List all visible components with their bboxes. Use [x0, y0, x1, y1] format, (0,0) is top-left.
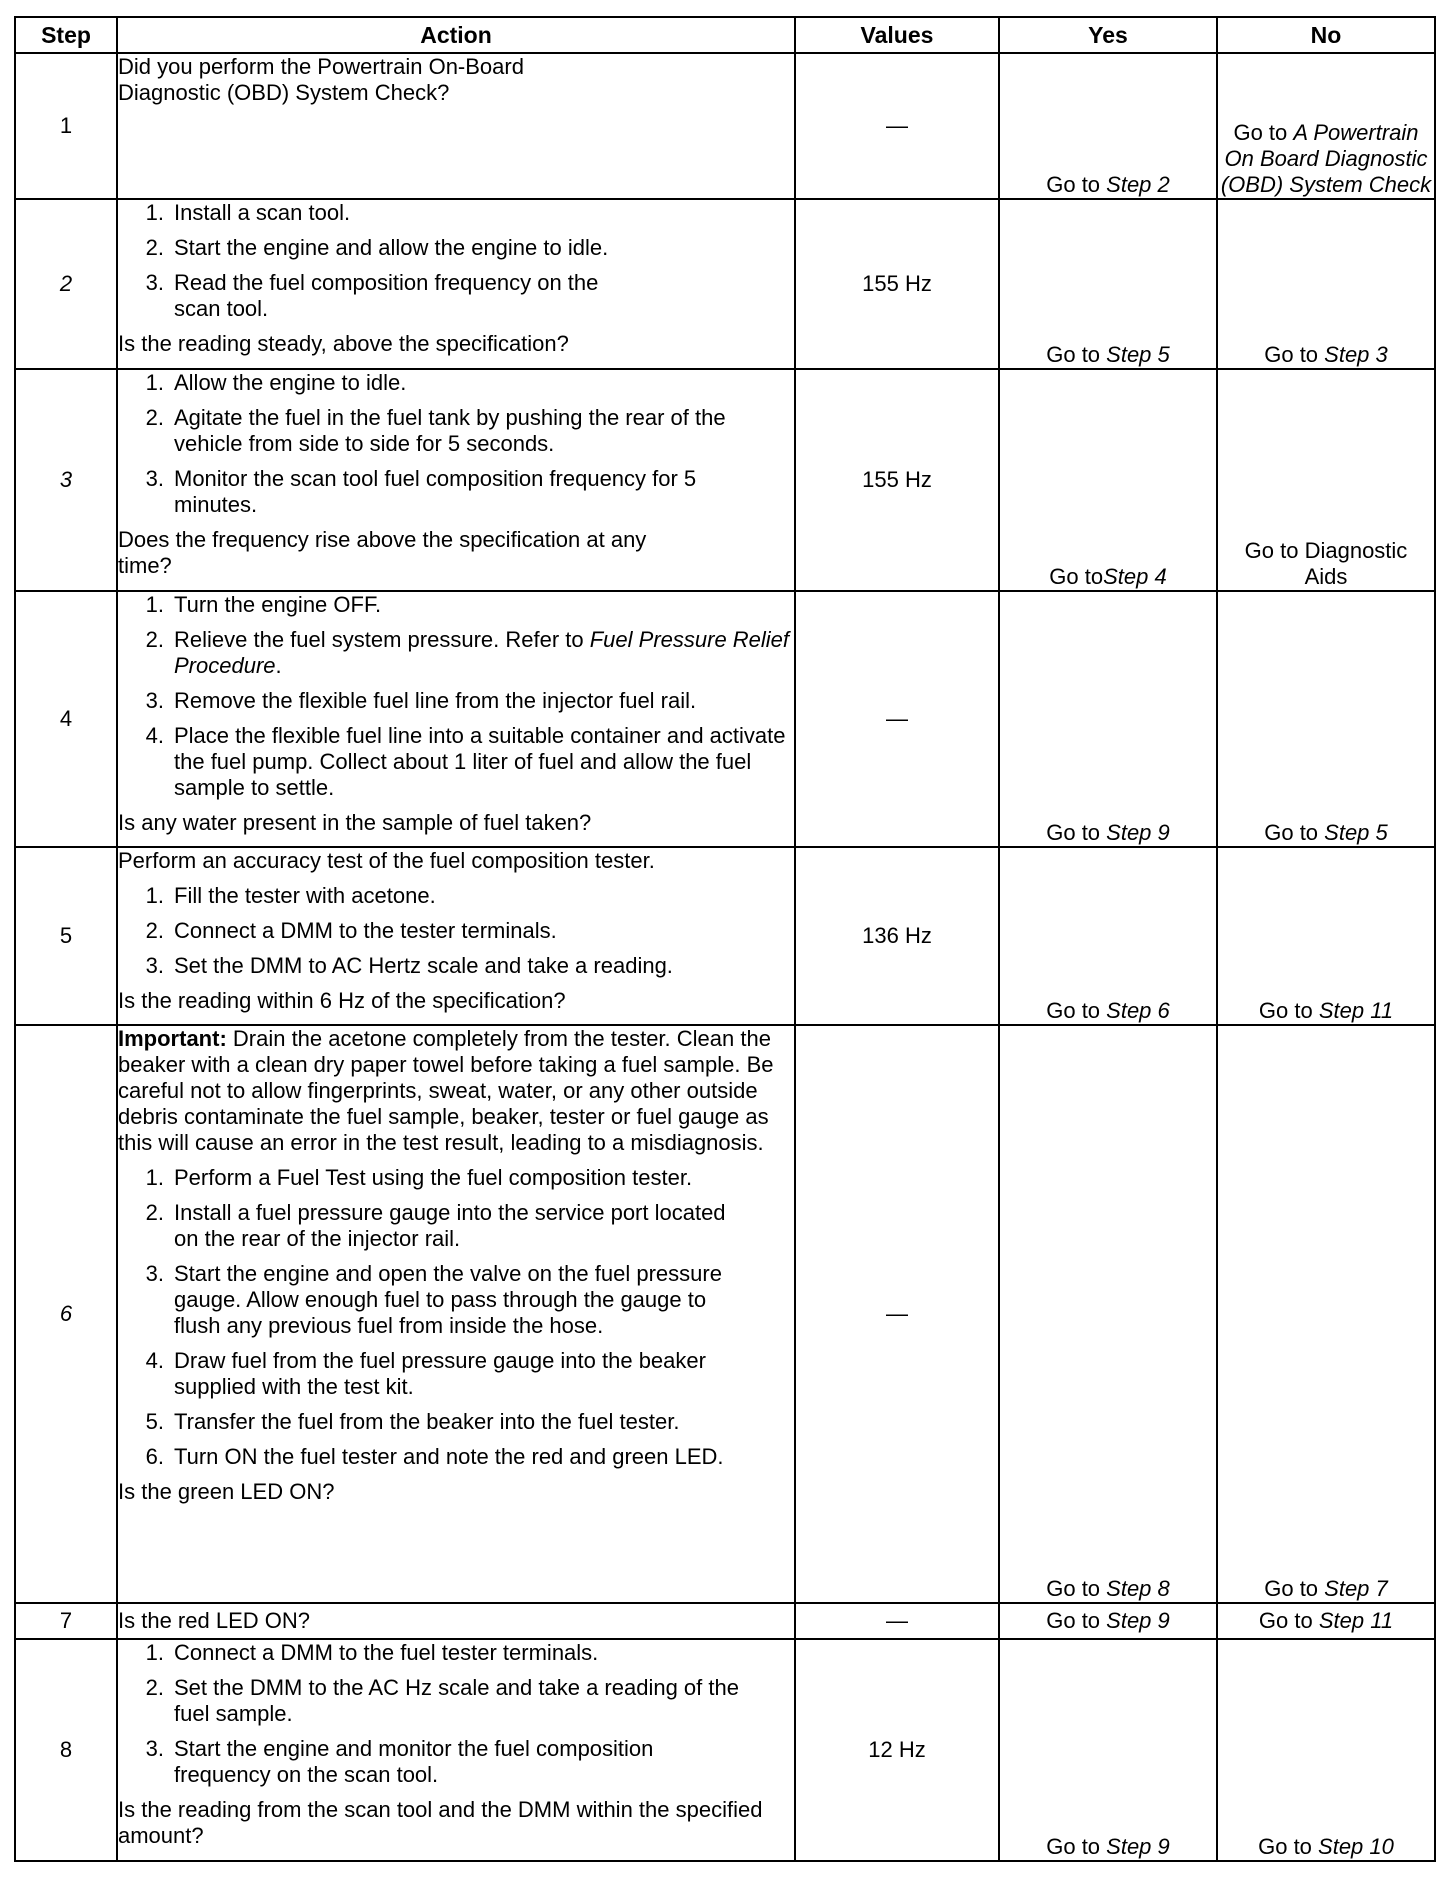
table-row-step-5 [15, 847, 1435, 1025]
yes-prefix: Go to [1046, 820, 1107, 845]
list-item: 1. Fill the tester with acetone. [145, 883, 436, 908]
important-note [118, 1026, 794, 1156]
yes-prefix: Go to [1046, 1834, 1107, 1859]
no-prefix: Go to [1258, 998, 1319, 1023]
no-step-ref: Step 11 [1318, 998, 1394, 1023]
punctuation: . [275, 653, 282, 678]
no-cell [1217, 1603, 1435, 1639]
action-question: Is the reading from the scan tool and the DMM within the specified amount? [118, 1797, 763, 1848]
list-item: 1. Install a scan tool. [145, 200, 351, 225]
value-cell: — [795, 1603, 999, 1639]
list-item: 2. Agitate the fuel in the fuel tank by pushing the rear of the vehicle from side to side for 5 seconds. [145, 405, 726, 456]
yes-prefix: Go to [1046, 1608, 1107, 1633]
action-question: Does the frequency rise above the specification at any time? [118, 527, 647, 578]
yes-step-ref: Step 2 [1106, 172, 1170, 197]
yes-cell [999, 591, 1217, 847]
refer-text: Relieve the fuel system pressure. Refer to [174, 627, 590, 652]
yes-prefix: Go to [1046, 1576, 1107, 1601]
list-item: 2. Set the DMM to the AC Hz scale and take a reading of the fuel sample. [145, 1675, 739, 1726]
no-prefix: Go to [1258, 1834, 1319, 1859]
list-item: 6. Turn ON the fuel tester and note the red and green LED. [145, 1444, 724, 1469]
list-item: 3. Read the fuel composition frequency on the scan tool. [145, 270, 599, 321]
yes-step-ref: Step 9 [1106, 1834, 1170, 1859]
table-row-step-6 [15, 1025, 1435, 1603]
action-cell [117, 1639, 795, 1861]
step-number: 3 [15, 369, 117, 591]
header-values: Values [795, 17, 999, 53]
no-cell [1217, 199, 1435, 369]
yes-cell [999, 847, 1217, 1025]
value-cell: 155 Hz [795, 369, 999, 591]
no-text: Go to Diagnostic Aids [1244, 538, 1408, 589]
action-cell [117, 1025, 795, 1603]
no-cell [1217, 369, 1435, 591]
list-item: 1. Connect a DMM to the fuel tester terminals. [145, 1640, 599, 1665]
no-prefix: Go to [1264, 1576, 1325, 1601]
action-cell [117, 53, 795, 199]
action-steps [118, 592, 794, 801]
action-question: Did you perform the Powertrain On-Board Diagnostic (OBD) System Check? [118, 54, 524, 105]
step-number: 2 [15, 199, 117, 369]
list-item: 3. Start the engine and monitor the fuel composition frequency on the scan tool. [145, 1736, 654, 1787]
no-prefix: Go to [1264, 342, 1325, 367]
no-cell [1217, 847, 1435, 1025]
no-step-ref: Step 7 [1324, 1576, 1388, 1601]
value-cell: — [795, 591, 999, 847]
action-cell [117, 199, 795, 369]
table-row-step-7 [15, 1603, 1435, 1639]
list-item: 2. Relieve the fuel system pressure. Refer to Fuel Pressure Relief Procedure. [145, 627, 790, 678]
header-row [15, 17, 1435, 53]
action-steps [118, 200, 794, 322]
action-question: Is any water present in the sample of fuel taken? [118, 810, 592, 835]
yes-cell [999, 1639, 1217, 1861]
list-item: 2. Connect a DMM to the tester terminals. [145, 918, 557, 943]
action-question: Is the reading steady, above the specification? [118, 331, 569, 356]
action-intro: Perform an accuracy test of the fuel composition tester. [118, 848, 655, 873]
yes-step-ref: Step 8 [1106, 1576, 1170, 1601]
yes-prefix: Go to [1046, 172, 1107, 197]
table-row-step-8 [15, 1639, 1435, 1861]
yes-step-ref: Step 6 [1106, 998, 1170, 1023]
header-action: Action [117, 17, 795, 53]
list-item: 1. Perform a Fuel Test using the fuel composition tester. [145, 1165, 693, 1190]
list-item: 3. Start the engine and open the valve on the fuel pressure gauge. Allow enough fuel to pass through the gauge to flush any previous fuel from inside the hose. [145, 1261, 722, 1338]
list-item: 3. Remove the flexible fuel line from the injector fuel rail. [145, 688, 697, 713]
yes-cell [999, 53, 1217, 199]
table-row-step-2 [15, 199, 1435, 369]
action-steps [118, 370, 794, 518]
list-item: 3. Monitor the scan tool fuel composition frequency for 5 minutes. [145, 466, 697, 517]
table-row-step-3 [15, 369, 1435, 591]
list-item: 1. Allow the engine to idle. [145, 370, 407, 395]
no-cell [1217, 1025, 1435, 1603]
table-row-step-4 [15, 591, 1435, 847]
no-step-ref: A Powertrain On Board Diagnostic (OBD) System Check [1220, 120, 1432, 197]
yes-step-ref: Step 9 [1106, 820, 1170, 845]
header-no: No [1217, 17, 1435, 53]
no-prefix: Go to [1233, 120, 1294, 145]
action-steps [118, 883, 794, 979]
table-row-step-1 [15, 53, 1435, 199]
header-yes: Yes [999, 17, 1217, 53]
list-item: 4. Draw fuel from the fuel pressure gauge into the beaker supplied with the test kit. [145, 1348, 706, 1399]
no-step-ref: Step 10 [1318, 1834, 1394, 1859]
list-item: 1. Turn the engine OFF. [145, 592, 382, 617]
action-question: Is the reading within 6 Hz of the specification? [118, 988, 566, 1013]
step-number: 4 [15, 591, 117, 847]
action-cell [117, 847, 795, 1025]
no-cell [1217, 1639, 1435, 1861]
value-cell: 136 Hz [795, 847, 999, 1025]
no-step-ref: Step 5 [1324, 820, 1388, 845]
value-cell: — [795, 1025, 999, 1603]
action-steps [118, 1165, 794, 1470]
list-item: 4. Place the flexible fuel line into a suitable container and activate the fuel pump. Collect about 1 liter of fuel and allow the fuel sample to settle. [145, 723, 786, 800]
yes-step-ref: Step 4 [1103, 564, 1167, 589]
yes-prefix: Go to [1046, 998, 1107, 1023]
important-text: Drain the acetone completely from the tester. Clean the beaker with a clean dry paper towel before taking a fuel sample. Be careful not to allow fingerprints, sweat, water, or any other outside debris contaminate the fuel sample, beaker, tester or fuel gauge as this will cause an error in the test result, leading to a misdiagnosis. [118, 1026, 774, 1155]
step-number: 7 [15, 1603, 117, 1639]
no-step-ref: Step 11 [1318, 1608, 1394, 1633]
yes-cell [999, 369, 1217, 591]
no-cell [1217, 591, 1435, 847]
step-number: 5 [15, 847, 117, 1025]
no-step-ref: Step 3 [1324, 342, 1388, 367]
yes-prefix: Go to [1046, 342, 1107, 367]
action-cell [117, 369, 795, 591]
yes-cell [999, 1603, 1217, 1639]
yes-cell [999, 199, 1217, 369]
list-item: 5. Transfer the fuel from the beaker into the fuel tester. [145, 1409, 680, 1434]
action-cell [117, 1603, 795, 1639]
list-item: 2. Install a fuel pressure gauge into the service port located on the rear of the injector rail. [145, 1200, 726, 1251]
diagnostic-table [14, 16, 1436, 1862]
yes-prefix: Go to [1049, 564, 1104, 589]
procedure-ref: Fuel Pressure Relief Procedure [174, 627, 790, 678]
action-cell [117, 591, 795, 847]
value-cell: 155 Hz [795, 199, 999, 369]
action-question: Is the red LED ON? [118, 1608, 310, 1633]
no-prefix: Go to [1258, 1608, 1319, 1633]
step-number: 6 [15, 1025, 117, 1603]
list-item: 3. Set the DMM to AC Hertz scale and take a reading. [145, 953, 673, 978]
no-prefix: Go to [1264, 820, 1325, 845]
yes-step-ref: Step 9 [1106, 1608, 1170, 1633]
action-steps [118, 1640, 794, 1788]
header-step: Step [15, 17, 117, 53]
value-cell: — [795, 53, 999, 199]
step-number: 8 [15, 1639, 117, 1861]
action-question: Is the green LED ON? [118, 1479, 335, 1504]
value-cell: 12 Hz [795, 1639, 999, 1861]
yes-step-ref: Step 5 [1106, 342, 1170, 367]
step-number: 1 [15, 53, 117, 199]
yes-cell [999, 1025, 1217, 1603]
no-cell [1217, 53, 1435, 199]
list-item: 2. Start the engine and allow the engine to idle. [145, 235, 609, 260]
important-label: Important: [118, 1026, 227, 1051]
